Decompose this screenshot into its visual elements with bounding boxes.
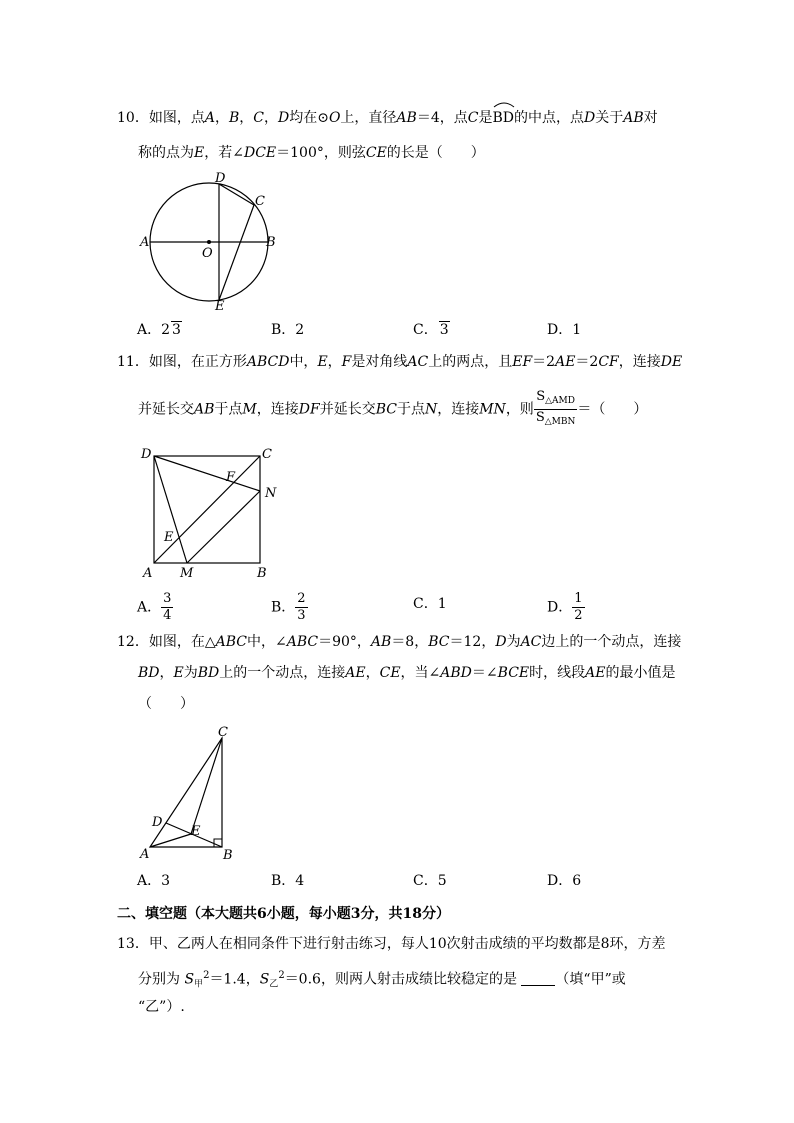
q12-option-c: C．5 xyxy=(413,873,447,889)
label-c: C xyxy=(218,725,228,740)
area-ratio-fraction: $\frac{S_{\triangle AMD}}{S_{\triangle MBN}}$ xyxy=(535,389,576,427)
q11-option-c: C．1 xyxy=(413,596,447,612)
answer-blank[interactable] xyxy=(521,971,555,986)
triangle-figure xyxy=(136,722,246,864)
label-d: D xyxy=(215,171,226,186)
q12-option-d: D．6 xyxy=(547,873,582,889)
q10-option-b: B．2 xyxy=(271,322,305,338)
label-a: A xyxy=(140,235,150,250)
q12-line2: BD，E为BD上的一个动点，连接AE，CE，当∠ABD＝∠BCE时，线段AE的最小值是 xyxy=(138,665,676,681)
q13-line3: “乙”）. xyxy=(138,999,185,1015)
label-e: E xyxy=(191,824,201,839)
q10-option-d: D．1 xyxy=(547,322,582,338)
label-d: D xyxy=(141,447,152,462)
q11-option-a: A． $\frac{3}{4}$ xyxy=(137,591,172,623)
label-e: E xyxy=(164,530,174,545)
label-n: N xyxy=(265,486,277,501)
label-e: E xyxy=(215,299,225,314)
q12-option-b: B．4 xyxy=(271,873,305,889)
label-b: B xyxy=(266,235,276,250)
q10-line2: 称的点为E，若∠DCE＝100°，则弦CE的长是（ ） xyxy=(138,145,485,161)
q11-line1: 11．如图，在正方形ABCD中，E，F是对角线AC上的两点，且EF＝2AE＝2CF，连接DE xyxy=(117,354,683,370)
label-m: M xyxy=(180,566,194,581)
label-o: O xyxy=(202,246,213,261)
label-c: C xyxy=(262,447,272,462)
q10-option-c: C． 3 xyxy=(413,322,449,338)
q13-line2: 分别为 $S_甲^2=1.4$，$S_乙^2=0.6$，则两人射击成绩比较稳定的是 （填“甲”或 xyxy=(138,970,626,990)
q10-option-a: A．2 3 xyxy=(137,322,181,338)
q11-option-b: B． $\frac{2}{3}$ xyxy=(271,591,306,623)
label-d: D xyxy=(152,815,163,830)
label-b: B xyxy=(223,848,233,863)
circle-figure xyxy=(135,168,285,318)
q12-line3: （ ） xyxy=(138,696,194,712)
label-c: C xyxy=(255,194,265,209)
q12-option-a: A．3 xyxy=(137,873,171,889)
label-b: B xyxy=(257,566,267,581)
label-a: A xyxy=(143,566,153,581)
label-f: F xyxy=(226,470,236,485)
q12-line1: 12．如图，在△ABC中，∠ABC＝90°，AB＝8，BC＝12，D为AC边上的一个动点，连接 xyxy=(117,634,682,650)
q13-line1: 13．甲、乙两人在相同条件下进行射击练习，每人10次射击成绩的平均数都是8环，方差 xyxy=(117,936,666,952)
square-figure xyxy=(138,444,288,582)
arc-bd: BD xyxy=(492,108,514,128)
q11-line2: 并延长交AB于点M，连接DF并延长交BC于点N，连接MN，则 $\frac{S_{\triangle AMD}}{S_{\triangle MBN}}$ ＝（ ） xyxy=(138,389,647,430)
section-heading: 二、填空题（本大题共6小题，每小题3分，共18分） xyxy=(117,906,450,922)
label-a: A xyxy=(140,847,150,862)
q10-line1: 10．如图，点A，B，C，D均在⊙O上，直径AB＝4，点C是 BD的中点，点D关于AB对 xyxy=(117,108,658,128)
q11-option-d: D． $\frac{1}{2}$ xyxy=(547,591,583,623)
